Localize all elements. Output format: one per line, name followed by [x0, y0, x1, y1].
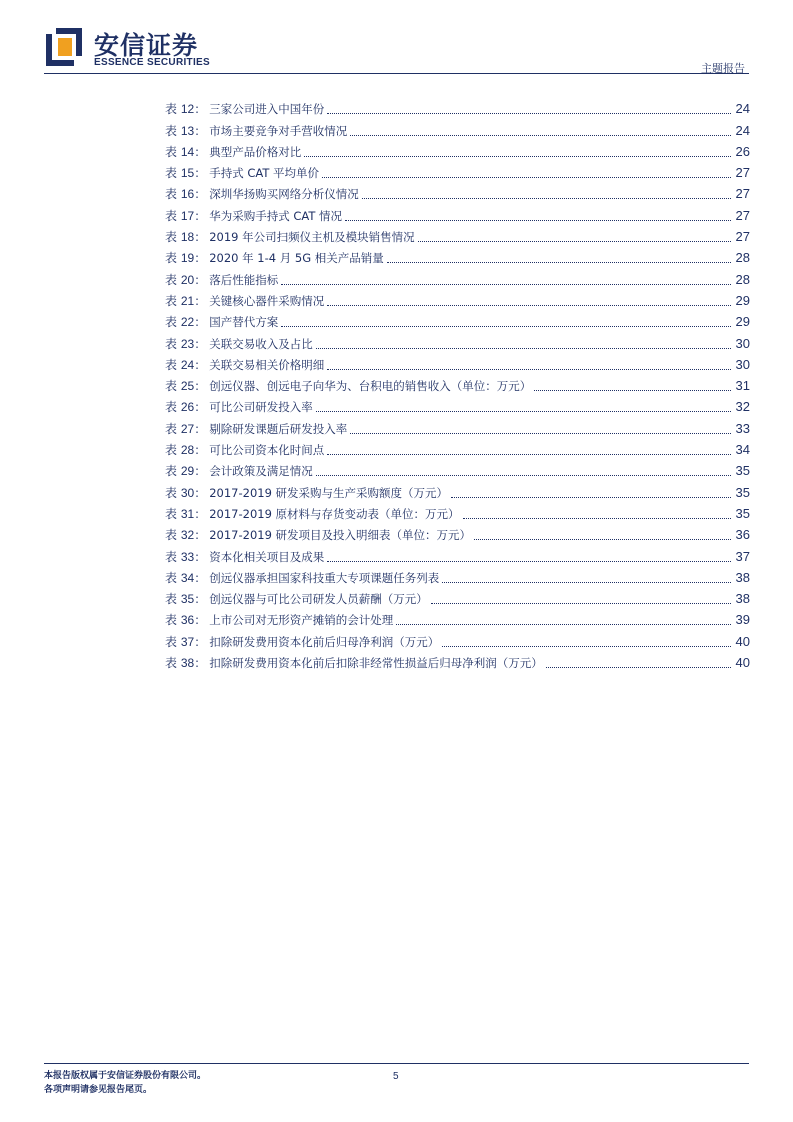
- toc-entry-label: [165, 570, 209, 586]
- toc-entry-page: 38: [735, 569, 750, 585]
- toc-entry-page: 24: [735, 101, 750, 117]
- toc-entry-colon: ：: [194, 208, 207, 223]
- toc-entry-prefix: 表: [165, 357, 178, 372]
- toc-entry[interactable]: [165, 479, 750, 500]
- page-header: [0, 0, 793, 80]
- toc-entry-label: [165, 634, 209, 650]
- toc-entry-leader: [534, 390, 731, 391]
- toc-entry-prefix: 表: [165, 570, 178, 585]
- toc-entry[interactable]: [165, 458, 750, 479]
- toc-entry-leader: [345, 220, 731, 221]
- toc-entry-prefix: 表: [165, 549, 178, 564]
- toc-entry-leader: [316, 411, 731, 412]
- toc-entry-page: 36: [735, 527, 750, 543]
- toc-entry-colon: ：: [194, 570, 207, 585]
- toc-entry-title: 2017-2019 研发项目及投入明细表（单位：万元）: [209, 528, 472, 543]
- toc-entry-label: [165, 421, 209, 437]
- toc-entry-number: 19: [180, 251, 195, 266]
- toc-entry-title: 创远仪器承担国家科技重大专项课题任务列表: [209, 570, 440, 585]
- toc-entry-number: 35: [180, 592, 195, 607]
- toc-entry-page: 35: [735, 463, 750, 479]
- toc-entry-number: 26: [180, 400, 195, 415]
- toc-entry-colon: ：: [194, 123, 207, 138]
- toc-entry-number: 21: [180, 293, 195, 308]
- toc-entry-colon: ：: [194, 293, 207, 308]
- toc-entry-colon: ：: [194, 272, 207, 287]
- page-number: 5: [393, 1071, 399, 1082]
- toc-entry-prefix: 表: [165, 208, 178, 223]
- toc-entry-label: [165, 549, 209, 565]
- toc-entry[interactable]: [165, 522, 750, 543]
- toc-entry[interactable]: [165, 224, 750, 245]
- toc-entry-page: 38: [735, 591, 750, 607]
- toc-entry-prefix: 表: [165, 379, 178, 394]
- toc-entry-colon: ：: [194, 421, 207, 436]
- toc-entry-number: 31: [180, 506, 195, 521]
- toc-entry-leader: [396, 624, 731, 625]
- toc-entry-label: [165, 144, 209, 160]
- toc-entry[interactable]: [165, 415, 750, 436]
- toc-entry-prefix: 表: [165, 485, 178, 500]
- toc-entry-number: 25: [180, 379, 195, 394]
- toc-entry-number: 22: [180, 315, 195, 330]
- toc-entry-page: 29: [735, 314, 750, 330]
- toc-entry-prefix: 表: [165, 634, 178, 649]
- toc-entry-colon: ：: [194, 528, 207, 543]
- toc-entry-page: 27: [735, 207, 750, 223]
- toc-entry[interactable]: [165, 266, 750, 287]
- toc-entry-colon: ：: [194, 506, 207, 521]
- toc-entry-leader: [387, 262, 731, 263]
- toc-entry-prefix: 表: [165, 528, 178, 543]
- toc-entry-colon: ：: [194, 251, 207, 266]
- toc-entry-page: 24: [735, 122, 750, 138]
- toc-entry-title: 市场主要竞争对手营收情况: [209, 123, 348, 138]
- toc-entry-page: 30: [735, 335, 750, 351]
- toc-entry-label: [165, 527, 209, 543]
- toc-entry-prefix: 表: [165, 230, 178, 245]
- toc-entry-prefix: 表: [165, 443, 178, 458]
- toc-entry-label: [165, 165, 209, 181]
- toc-entry-leader: [327, 113, 731, 114]
- toc-entry-number: 15: [180, 166, 195, 181]
- toc-entry-title: 2019 年公司扫频仪主机及模块销售情况: [209, 230, 415, 245]
- toc-entry-title: 可比公司资本化时间点: [209, 443, 325, 458]
- toc-entry-label: [165, 591, 209, 607]
- toc-entry-label: [165, 250, 209, 266]
- toc-entry-label: [165, 229, 209, 245]
- toc-entry-page: 35: [735, 484, 750, 500]
- toc-entry-label: [165, 399, 209, 415]
- toc-entry-prefix: 表: [165, 102, 178, 117]
- toc-entry-prefix: 表: [165, 187, 178, 202]
- toc-entry[interactable]: [165, 245, 750, 266]
- toc-entry-title: 典型产品价格对比: [209, 144, 302, 159]
- toc-entry-number: 13: [180, 123, 195, 138]
- toc-entry-leader: [304, 156, 731, 157]
- toc-entry-title: 三家公司进入中国年份: [209, 102, 325, 117]
- toc-entry-number: 18: [180, 230, 195, 245]
- toc-entry-colon: ：: [194, 230, 207, 245]
- toc-entry[interactable]: [165, 501, 750, 522]
- toc-entry-prefix: 表: [165, 123, 178, 138]
- toc-entry-title: 2017-2019 研发采购与生产采购额度（万元）: [209, 485, 449, 500]
- toc-entry-page: 40: [735, 633, 750, 649]
- toc-entry-number: 27: [180, 421, 195, 436]
- toc-entry[interactable]: [165, 117, 750, 138]
- toc-entry-title: 上市公司对无形资产摊销的会计处理: [209, 613, 394, 628]
- toc-entry-prefix: 表: [165, 272, 178, 287]
- toc-entry-label: [165, 485, 209, 501]
- toc-entry-title: 剔除研发课题后研发投入率: [209, 421, 348, 436]
- toc-entry-label: [165, 442, 209, 458]
- toc-entry-prefix: 表: [165, 656, 178, 671]
- toc-entry-prefix: 表: [165, 251, 178, 266]
- toc-entry-number: 14: [180, 144, 195, 159]
- toc-entry[interactable]: [165, 394, 750, 415]
- toc-entry-title: 创远仪器、创远电子向华为、台积电的销售收入（单位：万元）: [209, 379, 532, 394]
- toc-entry-page: 26: [735, 143, 750, 159]
- toc-entry-label: [165, 123, 209, 139]
- toc-entry-colon: ：: [194, 656, 207, 671]
- toc-entry[interactable]: [165, 543, 750, 564]
- toc-entry-colon: ：: [194, 166, 207, 181]
- toc-entry-page: 28: [735, 271, 750, 287]
- toc-entry-title: 会计政策及满足情况: [209, 464, 313, 479]
- toc-entry-leader: [474, 539, 731, 540]
- toc-entry-prefix: 表: [165, 421, 178, 436]
- toc-entry-leader: [350, 433, 731, 434]
- toc-entry-title: 关联交易收入及占比: [209, 336, 313, 351]
- toc-entry-page: 35: [735, 505, 750, 521]
- toc-entry-number: 12: [180, 102, 195, 117]
- toc-entry-title: 扣除研发费用资本化前后归母净利润（万元）: [209, 634, 440, 649]
- toc-entry-label: [165, 655, 209, 671]
- toc-entry-leader: [431, 603, 731, 604]
- toc-entry[interactable]: [165, 650, 750, 671]
- toc-entry-page: 32: [735, 399, 750, 415]
- toc-entry-leader: [327, 454, 731, 455]
- toc-entry-label: [165, 101, 209, 117]
- toc-entry-label: [165, 336, 209, 352]
- toc-entry[interactable]: [165, 565, 750, 586]
- toc-entry-title: 手持式 CAT 平均单价: [209, 166, 320, 181]
- toc-entry-label: [165, 612, 209, 628]
- toc-entry-leader: [442, 582, 731, 583]
- header-divider: [44, 73, 749, 74]
- footer-notes: [44, 1069, 206, 1097]
- toc-entry-page: 40: [735, 655, 750, 671]
- toc-entry-label: [165, 357, 209, 373]
- logo-en-text: ESSENCE SECURITIES: [94, 57, 210, 68]
- toc-entry[interactable]: [165, 628, 750, 649]
- toc-entry[interactable]: [165, 586, 750, 607]
- toc-entry-label: [165, 378, 209, 394]
- toc-entry-colon: ：: [194, 592, 207, 607]
- toc-entry-page: 30: [735, 356, 750, 372]
- toc-entry-leader: [327, 305, 731, 306]
- copyright-notice: 本报告版权属于安信证券股份有限公司。: [44, 1071, 207, 1081]
- toc-entry-title: 扣除研发费用资本化前后扣除非经常性损益后归母净利润（万元）: [209, 656, 543, 671]
- toc-entry-title: 华为采购手持式 CAT 情况: [209, 208, 343, 223]
- toc-entry-colon: ：: [194, 464, 207, 479]
- toc-entry[interactable]: [165, 373, 750, 394]
- toc-entry-title: 深圳华扬购买网络分析仪情况: [209, 187, 359, 202]
- toc-entry-page: 39: [735, 612, 750, 628]
- toc-entry-prefix: 表: [165, 592, 178, 607]
- toc-entry-colon: ：: [194, 187, 207, 202]
- toc-entry-colon: ：: [194, 379, 207, 394]
- toc-entry-label: [165, 506, 209, 522]
- essence-logo-icon: [44, 26, 84, 68]
- toc-entry-prefix: 表: [165, 613, 178, 628]
- toc-entry-number: 36: [180, 613, 195, 628]
- toc-entry-leader: [327, 561, 731, 562]
- toc-entry-page: 27: [735, 229, 750, 245]
- toc-entry-number: 33: [180, 549, 195, 564]
- toc-entry-title: 可比公司研发投入率: [209, 400, 313, 415]
- toc-entry-leader: [442, 646, 731, 647]
- toc-entry-leader: [322, 177, 731, 178]
- toc-entry-title: 2017-2019 原材料与存货变动表（单位：万元）: [209, 506, 460, 521]
- toc-entry-label: [165, 314, 209, 330]
- toc-entry-colon: ：: [194, 315, 207, 330]
- toc-entry-colon: ：: [194, 357, 207, 372]
- toc-entry-page: 37: [735, 548, 750, 564]
- toc-entry-number: 17: [180, 208, 195, 223]
- toc-entry-prefix: 表: [165, 336, 178, 351]
- toc-entry-label: [165, 272, 209, 288]
- toc-entry-leader: [316, 475, 731, 476]
- toc-entry-number: 30: [180, 485, 195, 500]
- toc-entry-number: 38: [180, 656, 195, 671]
- disclaimer-notice: 各项声明请参见报告尾页。: [44, 1085, 153, 1095]
- toc-entry[interactable]: [165, 309, 750, 330]
- toc-entry-title: 关联交易相关价格明细: [209, 357, 325, 372]
- toc-entry-page: 31: [735, 378, 750, 394]
- table-of-contents: [165, 96, 750, 671]
- toc-entry-leader: [546, 667, 731, 668]
- toc-entry-colon: ：: [194, 485, 207, 500]
- toc-entry-colon: ：: [194, 613, 207, 628]
- toc-entry-number: 24: [180, 357, 195, 372]
- toc-entry-number: 20: [180, 272, 195, 287]
- logo-cn-text: 安信证券: [94, 31, 199, 60]
- toc-entry-title: 落后性能指标: [209, 272, 279, 287]
- toc-entry-label: [165, 293, 209, 309]
- toc-entry-leader: [350, 135, 731, 136]
- toc-entry-prefix: 表: [165, 315, 178, 330]
- toc-entry-page: 33: [735, 420, 750, 436]
- toc-entry-colon: ：: [194, 336, 207, 351]
- toc-entry-title: 国产替代方案: [209, 315, 279, 330]
- toc-entry-number: 16: [180, 187, 195, 202]
- toc-entry-leader: [451, 497, 731, 498]
- toc-entry-leader: [362, 198, 731, 199]
- toc-entry-leader: [281, 326, 731, 327]
- toc-entry-number: 32: [180, 528, 195, 543]
- toc-entry-label: [165, 208, 209, 224]
- toc-entry-prefix: 表: [165, 166, 178, 181]
- toc-entry-leader: [316, 348, 731, 349]
- toc-entry[interactable]: [165, 607, 750, 628]
- toc-entry-leader: [327, 369, 731, 370]
- toc-entry-prefix: 表: [165, 400, 178, 415]
- toc-entry-label: [165, 463, 209, 479]
- toc-entry-number: 23: [180, 336, 195, 351]
- toc-entry-colon: ：: [194, 634, 207, 649]
- toc-entry-number: 37: [180, 634, 195, 649]
- toc-entry-leader: [418, 241, 731, 242]
- toc-entry[interactable]: [165, 288, 750, 309]
- toc-entry-leader: [463, 518, 731, 519]
- toc-entry-colon: ：: [194, 443, 207, 458]
- toc-entry-colon: ：: [194, 549, 207, 564]
- report-type-label: 主题报告: [701, 62, 745, 75]
- toc-entry[interactable]: [165, 139, 750, 160]
- toc-entry[interactable]: [165, 181, 750, 202]
- toc-entry-page: 27: [735, 186, 750, 202]
- toc-entry-page: 34: [735, 442, 750, 458]
- toc-entry-title: 关键核心器件采购情况: [209, 293, 325, 308]
- toc-entry-page: 27: [735, 165, 750, 181]
- toc-entry-colon: ：: [194, 400, 207, 415]
- toc-entry[interactable]: [165, 202, 750, 223]
- toc-entry[interactable]: [165, 352, 750, 373]
- footer-divider: [44, 1063, 749, 1064]
- toc-entry-number: 29: [180, 464, 195, 479]
- toc-entry-colon: ：: [194, 102, 207, 117]
- toc-entry-prefix: 表: [165, 506, 178, 521]
- toc-entry-colon: ：: [194, 144, 207, 159]
- toc-entry-number: 28: [180, 443, 195, 458]
- toc-entry-label: [165, 186, 209, 202]
- toc-entry-title: 资本化相关项目及成果: [209, 549, 325, 564]
- toc-entry-prefix: 表: [165, 464, 178, 479]
- toc-entry-title: 2020 年 1-4 月 5G 相关产品销量: [209, 251, 384, 266]
- toc-entry[interactable]: [165, 160, 750, 181]
- toc-entry[interactable]: [165, 437, 750, 458]
- toc-entry[interactable]: [165, 330, 750, 351]
- toc-entry-number: 34: [180, 570, 195, 585]
- toc-entry-page: 28: [735, 250, 750, 266]
- toc-entry-prefix: 表: [165, 293, 178, 308]
- toc-entry[interactable]: [165, 96, 750, 117]
- toc-entry-title: 创远仪器与可比公司研发人员薪酬（万元）: [209, 592, 428, 607]
- toc-entry-prefix: 表: [165, 144, 178, 159]
- toc-entry-leader: [281, 284, 731, 285]
- toc-entry-page: 29: [735, 292, 750, 308]
